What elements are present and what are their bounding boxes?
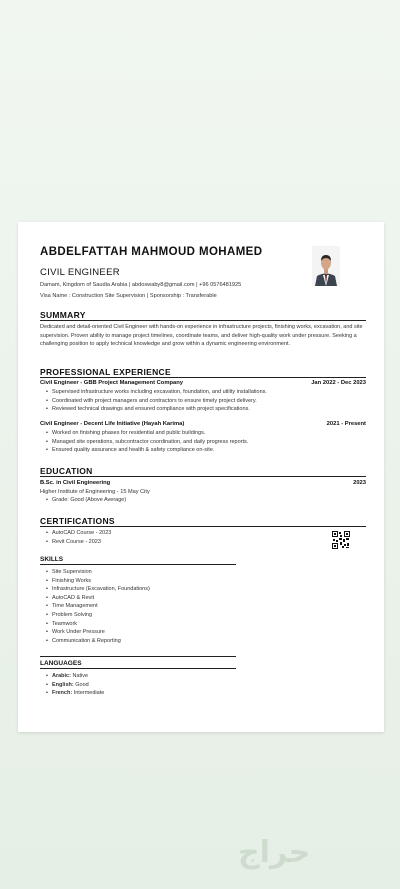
degree: B.Sc. in Civil Engineering	[40, 480, 111, 486]
certifications-list	[46, 529, 111, 546]
language-name: English:	[52, 681, 74, 688]
certifications-divider	[40, 526, 366, 527]
skills-heading: SKILLS	[40, 556, 64, 563]
list-item: • Teamwork	[46, 620, 150, 629]
list-item: • Problem Solving	[46, 611, 150, 620]
list-item: • Finishing Works	[46, 577, 150, 586]
list-item: • AutoCAD & Revit	[46, 594, 150, 603]
haraj-watermark: حراج	[238, 835, 311, 870]
summary-divider	[40, 320, 366, 321]
job-2-header	[40, 421, 366, 427]
list-item: • Work Under Pressure	[46, 628, 150, 637]
list-item: • Revit Course - 2023	[46, 538, 111, 547]
education-heading: EDUCATION	[40, 466, 93, 476]
language-name: Arabic:	[52, 673, 71, 679]
job-title: CIVIL ENGINEER	[40, 267, 120, 278]
visa-line: Visa Name : Construction Site Supervision | Sponsorship : Transferable	[40, 293, 217, 299]
list-item	[46, 689, 104, 698]
languages-list	[46, 672, 104, 698]
languages-divider	[40, 668, 236, 669]
education-header	[40, 480, 366, 486]
list-item	[46, 672, 104, 681]
graduation-year: 2023	[353, 480, 366, 486]
resume-document	[18, 222, 384, 732]
job-1-header	[40, 380, 366, 386]
education-bullets	[46, 496, 126, 505]
languages-top-divider	[40, 656, 236, 657]
experience-heading: PROFESSIONAL EXPERIENCE	[40, 367, 171, 377]
list-item: • Managed site operations, subcontractor coordination, and daily progress reports.	[46, 438, 248, 447]
list-item: • Grade: Good (Above Average)	[46, 496, 126, 505]
list-item: • Ensured quality assurance and health & safety compliance on-site.	[46, 446, 248, 455]
summary-heading: SUMMARY	[40, 310, 86, 320]
list-item	[46, 681, 104, 690]
skills-list	[46, 568, 150, 645]
qr-code-icon	[332, 531, 350, 549]
language-level: Native	[72, 673, 89, 679]
list-item: • Site Supervision	[46, 568, 150, 577]
list-item: • Worked on finishing phases for residential and public buildings.	[46, 429, 248, 438]
job-1-dates: Jan 2022 - Dec 2023	[311, 380, 366, 386]
language-level: Intermediate	[73, 690, 105, 697]
list-item: • Coordinated with project managers and contractors to ensure timely project delivery.	[46, 397, 267, 406]
languages-heading: LANGUAGES	[40, 660, 82, 667]
certifications-heading: CERTIFICATIONS	[40, 516, 115, 526]
candidate-name: ABDELFATTAH MAHMOUD MOHAMED	[40, 246, 263, 258]
list-item: • Reviewed technical drawings and ensured compliance with project specifications.	[46, 405, 267, 414]
job-1-bullets	[46, 388, 267, 414]
education-divider	[40, 476, 366, 477]
language-level: Good	[75, 681, 89, 688]
list-item: • Communication & Reporting	[46, 637, 150, 646]
list-item: • Time Management	[46, 602, 150, 611]
list-item: • AutoCAD Course - 2023	[46, 529, 111, 538]
job-2-bullets	[46, 429, 248, 455]
profile-photo	[312, 246, 340, 286]
contact-line: Damam, Kingdom of Saudia Arabia | abdoswaby8@gmail.com | +96 0576481925	[40, 282, 242, 288]
list-item: • Supervised infrastructure works including excavation, foundation, and utility installations.	[46, 388, 267, 397]
institute: Higher Institute of Engineering - 15 May City	[40, 489, 150, 495]
job-1-role: Civil Engineer - GBB Project Management Company	[40, 380, 184, 386]
language-name: French:	[52, 690, 73, 697]
job-2-role: Civil Engineer - Decent Life Initiative (Hayah Karima)	[40, 421, 185, 427]
skills-divider	[40, 564, 236, 565]
experience-divider	[40, 377, 366, 378]
summary-text: Dedicated and detail-oriented Civil Engineer with hands-on experience in infrastructure projects, finishing works, excavation, and site supervision. Proven ability to manage project timelines, coordinate teams, and deliver high-quality work under pressure. Seeking a challenging position to apply technical knowledge and grow within a dynamic engineering environment.	[40, 324, 363, 348]
list-item: • Infrastructure (Excavation, Foundations)	[46, 585, 150, 594]
job-2-dates: 2021 - Present	[326, 421, 366, 427]
